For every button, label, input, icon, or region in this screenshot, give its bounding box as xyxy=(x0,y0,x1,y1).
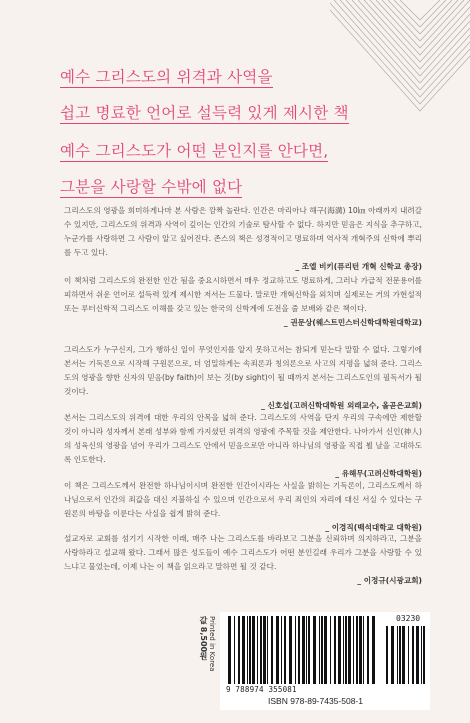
endorsement xyxy=(64,274,422,330)
endorsement xyxy=(64,411,422,481)
endorsement xyxy=(64,479,422,535)
headline-1-line-1: 예수 그리스도의 위격과 사역을 xyxy=(60,68,273,86)
endorsement-text: 본서는 그리스도의 위격에 대한 우리의 안목을 넓혀 준다. 그리스도의 사역을 단지 우리의 구속에만 제한할 것이 아니라 성자께서 본래 성부와 함께 가지셨던 위격의 영광에 주목할 것을 제안한다. 나아가서 신인(神人)의 성육신의 영광을 넘어 우리가 그리스도 안에서 믿음으로만 아니라 하나님의 영광을 직접 뵐 날을 고대하도록 인도한다. xyxy=(64,413,422,464)
endorsement-text: 그리스도가 누구신지, 그가 행하신 일이 무엇인지를 알지 못하고서는 참되게 믿는다 말할 수 없다. 그렇기에 본서는 기독론으로 시작해 구원론으로, 더 엄밀하게는 속죄론과 칭의론으로 사고의 지평을 넓혀 준다. 그리스도의 영광을 향한 신자의 믿음(by faith)이 보는 것(by sight)이 될 때까지 본서는 그리스도인의 필독서가 될 것이다. xyxy=(64,345,422,396)
headline-2-line-1: 예수 그리스도가 어떤 분인지를 안다면, xyxy=(60,142,329,160)
endorsement xyxy=(64,204,422,274)
endorsement-author: _ 권문상(웨스트민스터신학대학원대학교) xyxy=(283,318,422,327)
endorsement-author: _ 이경직(백석대학교 대학원) xyxy=(325,523,422,532)
addon-barcode-bars xyxy=(386,626,426,686)
endorsement-text: 그리스도의 영광을 희미하게나마 본 사람은 깜짝 놀란다. 인간은 마리아나 해구(海溝) 10㎞ 아래까지 내려갈 수 있지만, 그리스도의 위격과 사역이 깊이는 인간의 기술로 탐사할 수 없다. 하지만 믿음은 지식을 추구하고, 누군가를 사랑하면 그 사람이 알고 싶어진다. 존스의 책은 성경적이고 명료하며 역사적 개혁주의 신학에 뿌리를 두고 있다. xyxy=(64,206,422,257)
isbn-number: ISBN 978-89-7435-508-1 xyxy=(268,696,363,706)
chevron-pattern xyxy=(330,0,470,120)
addon-code: 03230 xyxy=(396,614,421,623)
endorsement-author: _ 조엘 비키(퓨리턴 개혁 신학교 총장) xyxy=(295,262,422,271)
endorsement-text: 이 책은 그리스도께서 완전한 하나님이시며 완전한 인간이시라는 사실을 밝히는 기독론이, 그리스도께서 하나님으로서 인간의 죄값을 대신 지불하실 수 있으며 인간으로서 우리 죄인의 자리에 대신 서실 수 있다는 구원론의 바탕을 이룬다는 사실을 쉽게 밝혀 준다. xyxy=(64,481,422,518)
headline-1 xyxy=(60,64,349,126)
endorsement xyxy=(64,343,422,413)
headline-2 xyxy=(60,138,328,200)
isbn-barcode xyxy=(220,612,430,710)
endorsement-author: _ 신호섭(고려신학대학원 외래교수, 올곧은교회) xyxy=(261,401,422,410)
printed-in-label: Printed in Korea xyxy=(208,616,216,672)
endorsement-author: _ 이정규(시광교회) xyxy=(357,576,422,585)
headline-1-line-2: 쉽고 명료한 언어로 설득력 있게 제시한 책 xyxy=(60,104,349,122)
ean-barcode-bars xyxy=(228,616,378,686)
headline-2-line-2: 그분을 사랑할 수밖에 없다 xyxy=(60,178,243,196)
price-label: 값 8,500원 xyxy=(199,616,208,661)
endorsement-author: _ 유해무(고려신학대학원) xyxy=(335,469,422,478)
endorsement xyxy=(64,532,422,588)
ean-digits: 9 788974 355081 xyxy=(226,685,297,694)
endorsement-text: 이 책처럼 그리스도의 완전한 인간 됨을 중요시하면서 매우 정교하고도 명료하게, 그러나 가급적 전문용어를 피하면서 쉬운 언어로 설득력 있게 제시한 저서는 드물다. 말로만 개혁신학을 외치며 실제로는 거의 가현설적 또는 루터신학적 그리스도 이해를 갖고 있는 한국의 신학계에 도전을 줄 보배와 같은 책이다. xyxy=(64,276,422,313)
endorsement-text: 설교자로 교회를 섬기기 시작한 이래, 매주 나는 그리스도를 바라보고 그분을 신뢰하며 의지하라고, 그분을 사랑하라고 설교해 왔다. 그래서 많은 성도들이 예수 그리스도가 어떤 분인길래 우리가 그분을 사랑할 수 있느냐고 물었는데, 이제 나는 이 책을 읽으라고 말하면 될 것 같다. xyxy=(64,534,422,571)
